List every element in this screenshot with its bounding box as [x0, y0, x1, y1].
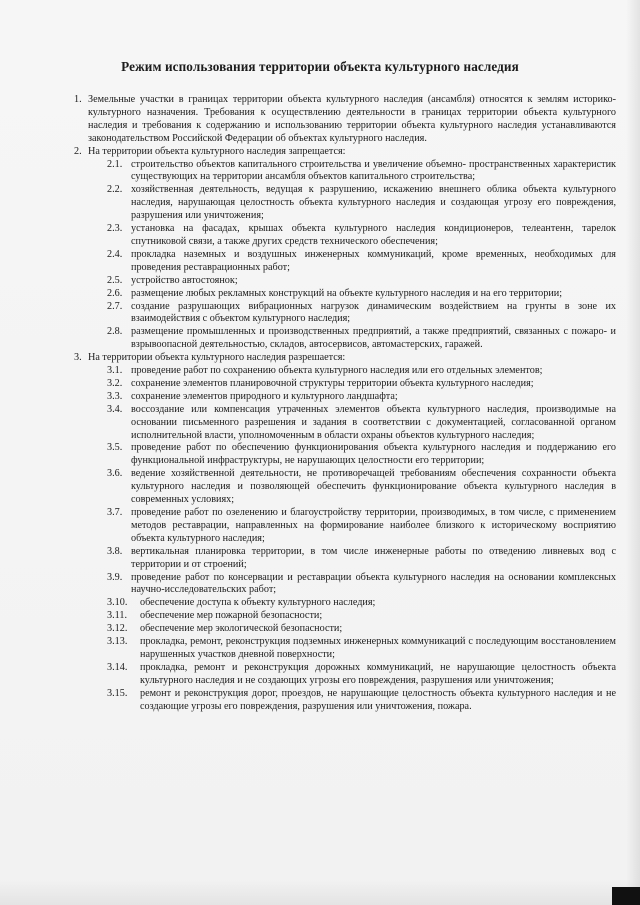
subitem-number: 2.7. [107, 300, 123, 312]
subitem-text: хозяйственная деятельность, ведущая к разрушению, искажению внешнего облика объекта культурного наследия, нарушающая целостность объекта культурного наследия и создающая угрозу его повреждения, разрушения или уничтожения; [131, 184, 616, 222]
subitem-text: устройство автостоянок; [131, 274, 238, 286]
subitem-text: проведение работ по озеленению и благоустройству территории, производимых, в том числе, с применением методов реставрации, направленных на формирование наиболее близкого к историческому восприятию объекта культурного наследия; [131, 507, 616, 544]
sublist-item [107, 288, 616, 301]
subitem-text: установка на фасадах, крышах объекта культурного наследия кондиционеров, телеантенн, тарелок спутниковой связи, а также других средств технического обеспечения; [131, 223, 616, 247]
subitem-text: сохранение элементов природного и культурного ландшафта; [131, 390, 398, 402]
sublist-item [107, 572, 616, 598]
sublist-item [107, 597, 616, 610]
item-number: 3. [74, 352, 82, 364]
subitem-text: проведение работ по сохранению объекта культурного наследия или его отдельных элементов; [131, 365, 543, 377]
subitem-text: проведение работ по консервации и реставрации объекта культурного наследия на основании комплексных научно-исследовательских работ; [131, 571, 616, 596]
sublist-item [107, 610, 616, 623]
subitem-text: прокладка, ремонт и реконструкция дорожных коммуникаций, не нарушающие целостность объекта культурного наследия и не создающих угрозы его повреждения, разрушения или уничтожения; [140, 661, 616, 686]
subitem-number: 3.13. [107, 636, 128, 648]
subitem-text: создание разрушающих вибрационных нагрузок динамическим воздействием на грунты в зоне их взаимодействия с объектом культурного наследия; [131, 300, 616, 325]
subitem-text: ремонт и реконструкция дорог, проездов, не нарушающие целостность объекта культурного наследия и не создающие угрозы его повреждения, разрушения или уничтожения, пожара. [140, 687, 616, 712]
sublist-item [107, 623, 616, 636]
sublist-item [107, 546, 616, 572]
item-text: На территории объекта культурного наследия разрешается: [88, 352, 346, 364]
subitem-number: 3.15. [107, 687, 128, 699]
sublist-item [107, 442, 616, 468]
sublist-item [107, 365, 616, 378]
list-item-1 [74, 94, 616, 146]
subitem-number: 2.2. [107, 184, 123, 196]
scan-edge-shadow [626, 0, 640, 905]
subitem-number: 3.6. [107, 468, 123, 480]
sublist-item [107, 275, 616, 288]
subitem-text: прокладка наземных и воздушных инженерных коммуникаций, кроме временных, необходимых для проведения реставрационных работ; [131, 248, 616, 273]
subitem-text: размещение любых рекламных конструкций на объекте культурного наследия и на его территории; [131, 287, 563, 299]
scan-bottom-shadow [0, 879, 640, 905]
sublist-item [107, 378, 616, 391]
subitem-number: 2.6. [107, 287, 123, 299]
subitem-number: 3.11. [107, 610, 127, 622]
subitem-text: обеспечение мер экологической безопасности; [140, 623, 343, 635]
subitem-number: 2.3. [107, 223, 123, 235]
subitem-number: 3.7. [107, 507, 123, 518]
sublist-item [107, 507, 616, 546]
sublist-item [107, 404, 616, 443]
sublist-item [107, 468, 616, 507]
document-title: Режим использования территории объекта культурного наследия [121, 59, 519, 74]
sublist-2 [74, 159, 616, 353]
subitem-number: 3.12. [107, 623, 128, 635]
subitem-text: обеспечение доступа к объекту культурного наследия; [140, 597, 376, 609]
sublist-item [107, 662, 616, 688]
sublist-item [107, 391, 616, 404]
subitem-number: 3.14. [107, 661, 128, 673]
subitem-number: 3.9. [107, 571, 123, 583]
subitem-number: 2.1. [107, 158, 123, 170]
sublist-item [107, 184, 616, 223]
item-text: На территории объекта культурного наследия запрещается: [88, 145, 346, 157]
list-item-3 [74, 352, 616, 365]
sublist-3 [74, 365, 616, 713]
document-body [74, 94, 616, 714]
subitem-number: 3.8. [107, 545, 123, 557]
subitem-number: 2.8. [107, 326, 123, 338]
sublist-item [107, 636, 616, 662]
list-item-2 [74, 146, 616, 159]
subitem-text: воссоздание или компенсация утраченных элементов объекта культурного наследия, производимые на основании письменного разрешения и задания в соответствии с документацией, согласованной органом исполнительной власти, уполномоченным в области охраны объектов культурного наследия; [131, 403, 616, 441]
subitem-number: 3.3. [107, 390, 123, 402]
subitem-number: 3.4. [107, 403, 123, 415]
sublist-item [107, 223, 616, 249]
subitem-text: размещение промышленных и производственных предприятий, а также предприятий, связанных с пожаро- и взрывоопасной деятельностью, складов, автосервисов, автомастерских, гаражей. [131, 326, 616, 351]
sublist-item [107, 249, 616, 275]
subitem-number: 2.4. [107, 248, 123, 260]
subitem-text: строительство объектов капитального строительства и увеличение объемно- пространственных характеристик существующих на территории ансамбля объектов капитального строительства; [131, 158, 616, 183]
sublist-item [107, 159, 616, 185]
item-number: 2. [74, 145, 82, 157]
subitem-number: 3.10. [107, 597, 128, 609]
sublist-item [107, 688, 616, 714]
subitem-number: 3.2. [107, 377, 123, 389]
sublist-item [107, 326, 616, 352]
item-number: 1. [74, 94, 82, 105]
sublist-item [107, 301, 616, 327]
subitem-number: 3.5. [107, 442, 123, 454]
subitem-text: обеспечение мер пожарной безопасности; [140, 610, 323, 622]
subitem-number: 2.5. [107, 274, 123, 286]
subitem-text: ведение хозяйственной деятельности, не противоречащей требованиям обеспечения сохранности объекта культурного наследия и позволяющей обеспечить функционирование объекта культурного наследия в современных условиях; [131, 468, 616, 506]
subitem-text: прокладка, ремонт, реконструкция подземных инженерных коммуникаций с последующим восстановлением нарушенных участков дневной поверхности; [140, 636, 616, 660]
subitem-text: сохранение элементов планировочной структуры территории объекта культурного наследия; [131, 377, 534, 389]
scan-corner-artifact [612, 887, 640, 905]
subitem-text: вертикальная планировка территории, в том числе инженерные работы по отведению ливневых вод с территории и от строений; [131, 545, 616, 570]
subitem-number: 3.1. [107, 365, 123, 377]
item-text: Земельные участки в границах территории объекта культурного наследия (ансамбля) относятся к землям историко-культурного назначения. Требования к осуществлению деятельности в границах территории объекта культурного наследия и требования к содержанию и использованию территории объекта культурного наследия устанавливаются законодательством Российской Федерации об объектах культурного наследия. [88, 94, 616, 144]
subitem-text: проведение работ по обеспечению функционирования объекта культурного наследия и поддержанию его функциональной инфраструктуры, не нарушающих целостности его территории; [131, 442, 616, 467]
